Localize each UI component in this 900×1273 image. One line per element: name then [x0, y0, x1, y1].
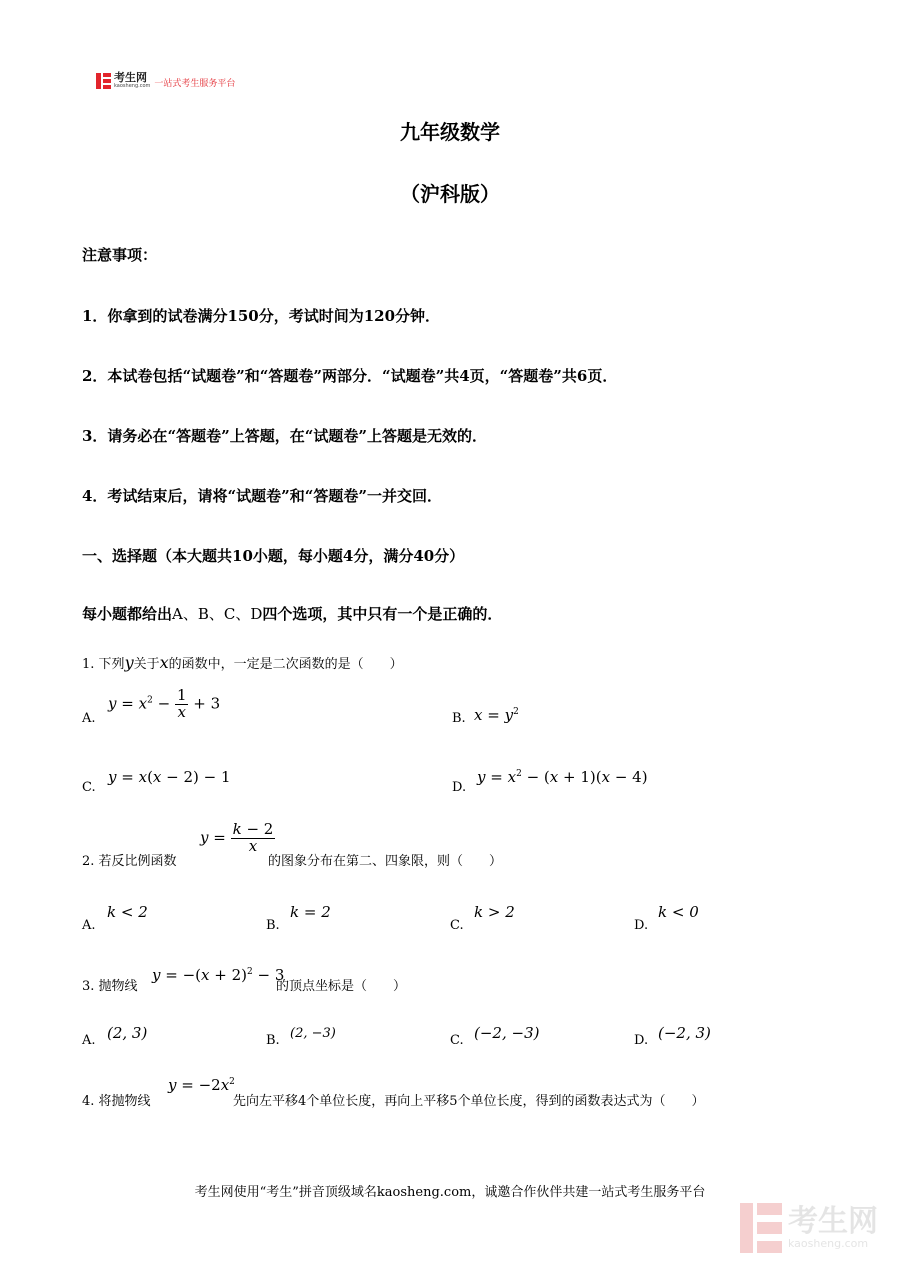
page-footer: 考生网使用“考生”拼音顶级域名kaosheng.com，诚邀合作伙伴共建一站式考生服务平台 — [194, 1185, 706, 1200]
option-label-b: B. — [452, 711, 466, 726]
option-label-c: C. — [450, 1033, 464, 1048]
option-label-c: C. — [82, 780, 96, 795]
q3-option-c-expr: (−2, −3) — [474, 1024, 540, 1042]
page-title: 九年级数学 — [400, 120, 500, 144]
question-4-stem-tail: 先向左平移4个单位长度，再向上平移5个单位长度，得到的函数表达式为（ ） — [233, 1094, 705, 1109]
watermark-name: 考生网 — [788, 1203, 878, 1239]
option-label-d: D. — [634, 918, 649, 933]
header-logo — [96, 72, 235, 89]
option-label-d: D. — [452, 780, 467, 795]
notes-heading: 注意事项： — [82, 246, 158, 264]
option-label-a: A. — [82, 711, 96, 726]
q2-option-a-expr: k < 2 — [107, 903, 148, 921]
question-number: 1. — [82, 657, 95, 672]
math-var-y: y — [124, 653, 134, 672]
option-label-a: A. — [82, 918, 96, 933]
option-label-b: B. — [266, 1033, 280, 1048]
question-2-stem-tail: 的图象分布在第二、四象限，则（ ） — [268, 854, 503, 869]
kaosheng-logo-icon — [96, 73, 111, 89]
q1-option-d-expr: $y = x^2 - (x + 1)(x - 4)$ — [477, 768, 648, 786]
question-4-stem: 4. 将抛物线 — [82, 1094, 151, 1109]
section-heading: 一、选择题（本大题共10小题，每小题4分，满分40分） — [82, 547, 465, 565]
q3-option-b-expr: (2, −3) — [290, 1026, 336, 1041]
math-var-x: x — [159, 653, 169, 672]
instruction-pre: 每小题都给出 — [82, 605, 173, 623]
note-item-2: 2．本试卷包括“试题卷”和“答题卷”两部分．“试题卷”共4页，“答题卷”共6页． — [82, 367, 618, 385]
logo-slogan: 一站式考生服务平台 — [154, 79, 236, 89]
option-label-b: B. — [266, 918, 280, 933]
q2-option-c-expr: k > 2 — [474, 903, 515, 921]
question-1-stem: 1. 下列y关于x的函数中，一定是二次函数的是（ ） — [82, 653, 403, 672]
q4-parabola-expr: $y = -2x^2$ — [168, 1076, 235, 1094]
q3-option-d-expr: (−2, 3) — [658, 1024, 711, 1042]
logo-domain: kaosheng.com — [114, 83, 151, 89]
option-label-d: D. — [634, 1033, 649, 1048]
q1-option-a-expr: $y = x^2$ − $\frac{1}{x}$ + 3 — [108, 686, 221, 721]
instruction-letters: A、B、C、D — [172, 605, 263, 623]
q3-option-a-expr: (2, 3) — [107, 1024, 148, 1042]
watermark — [740, 1203, 878, 1253]
watermark-domain: kaosheng.com — [788, 1236, 869, 1250]
question-number: 2. — [82, 854, 95, 869]
instruction-post: 四个选项，其中只有一个是正确的． — [262, 605, 503, 623]
question-3-stem-tail: 的顶点坐标是（ ） — [276, 979, 407, 994]
q2-option-d-expr: k < 0 — [658, 903, 699, 921]
logo-name: 考生网 — [114, 71, 147, 84]
option-label-c: C. — [450, 918, 464, 933]
section-instruction — [82, 603, 502, 624]
page-subtitle: （沪科版） — [400, 182, 500, 206]
question-number: 4. — [82, 1094, 95, 1109]
q2-function-expr: y = $\frac{k - 2}{x}$ — [200, 820, 274, 855]
q2-option-b-expr: k = 2 — [290, 903, 331, 921]
question-number: 3. — [82, 979, 95, 994]
option-label-a: A. — [82, 1033, 96, 1048]
q1-option-b-expr: $x = y^2$ — [474, 706, 519, 724]
question-3-stem: 3. 抛物线 — [82, 979, 138, 994]
note-item-4: 4．考试结束后，请将“试题卷”和“答题卷”一并交回． — [82, 487, 442, 505]
note-item-3: 3．请务必在“答题卷”上答题，在“试题卷”上答题是无效的． — [82, 427, 487, 445]
q3-parabola-expr: $y = -(x + 2)^2 - 3$ — [152, 966, 285, 984]
note-item-1: 1．你拿到的试卷满分150分，考试时间为120分钟． — [82, 307, 441, 325]
question-2-stem: 2. 若反比例函数 — [82, 854, 177, 869]
q1-option-c-expr: y = x(x − 2) − 1 — [108, 768, 231, 786]
watermark-logo-icon — [740, 1203, 782, 1253]
